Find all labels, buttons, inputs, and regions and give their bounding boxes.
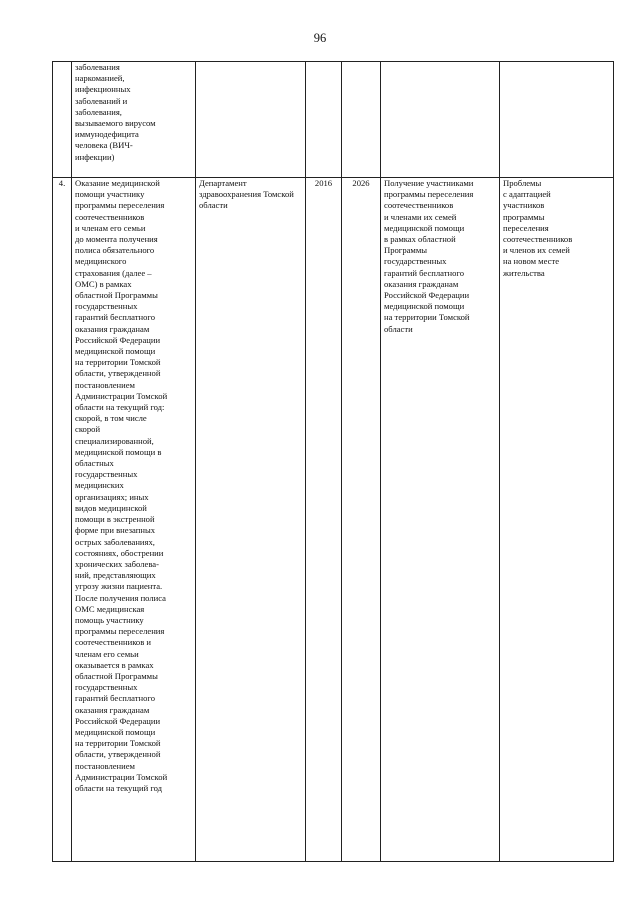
text-line: программы переселения — [384, 189, 474, 200]
row-number-cell: 4. — [53, 178, 72, 862]
table-row — [53, 178, 614, 862]
text-line: области на текущий год — [75, 782, 163, 793]
start-year-cell — [306, 62, 342, 178]
text-line: медицинского — [75, 256, 127, 267]
text-line: видов медицинской — [75, 502, 147, 513]
text-line: скорой — [75, 424, 101, 435]
text-line: до момента получения — [75, 234, 158, 245]
text-line: соотечественников — [384, 200, 454, 211]
table-row — [53, 62, 614, 178]
text-line: соотечественников и — [75, 637, 152, 648]
text-line: с адаптацией — [503, 189, 551, 200]
text-line: заболеваний и — [75, 95, 128, 106]
text-line: гарантий бесплатного — [384, 267, 464, 278]
text-line: угрозу жизни пациента. — [75, 581, 163, 592]
problems-cell — [500, 178, 614, 862]
text-line: оказания гражданам — [75, 704, 150, 715]
text-line: хронических заболева- — [75, 558, 159, 569]
text-line: форме при внезапных — [75, 525, 156, 536]
text-line: участников — [503, 200, 545, 211]
text-line: области, утвержденной — [75, 749, 161, 760]
text-line: гарантий бесплатного — [75, 312, 155, 323]
text-line: Российской Федерации — [384, 290, 470, 301]
text-line: программы переселения — [75, 626, 165, 637]
text-line: государственных — [384, 256, 447, 267]
text-line: и членов их семей — [503, 245, 570, 256]
text-line: медицинской помощи — [75, 346, 156, 357]
text-line: заболевания, — [75, 106, 122, 117]
text-line: жительства — [503, 267, 545, 278]
text-line: государственных — [75, 301, 138, 312]
text-line: соотечественников — [75, 211, 145, 222]
text-line: области — [384, 323, 413, 334]
text-line: Получение участниками — [384, 178, 474, 188]
text-line: на территории Томской — [75, 738, 161, 749]
text-line: организациях; иных — [75, 491, 149, 502]
text-line: в рамках областной — [384, 234, 456, 245]
end-year-cell — [342, 62, 381, 178]
text-line: инфекции) — [75, 151, 115, 162]
start-year-cell: 2016 — [306, 178, 342, 862]
text-line: иммунодефицита — [75, 129, 139, 140]
text-line: на новом месте — [503, 256, 560, 267]
executor-cell — [196, 62, 306, 178]
expected-result-cell — [381, 62, 500, 178]
measure-description-cell — [72, 178, 196, 862]
text-line: медицинской помощи в — [75, 446, 162, 457]
text-line: членам его семьи — [75, 648, 139, 659]
text-line: Администрации Томской — [75, 771, 168, 782]
text-line: полиса обязательного — [75, 245, 155, 256]
text-line: Программы — [384, 245, 428, 256]
text-line: государственных — [75, 682, 138, 693]
text-line: ОМС медицинская — [75, 603, 145, 614]
text-line: медицинской помощи — [75, 726, 156, 737]
text-line: вызываемого вирусом — [75, 118, 156, 129]
text-line: областной Программы — [75, 290, 158, 301]
text-line: медицинских — [75, 480, 124, 491]
text-line: и членами их семей — [384, 211, 457, 222]
text-line: на территории Томской — [75, 357, 161, 368]
text-line: медицинской помощи — [384, 301, 465, 312]
text-line: инфекционных — [75, 84, 131, 95]
text-line: После получения полиса — [75, 592, 166, 603]
text-line: области на текущий год: — [75, 402, 165, 413]
text-line: состояниях, обострении — [75, 547, 164, 558]
text-line: медицинской помощи — [384, 222, 465, 233]
page-number: 96 — [313, 31, 327, 45]
text-line: программы переселения — [75, 200, 165, 211]
text-line: постановлением — [75, 760, 135, 771]
text-line: на территории Томской — [384, 312, 470, 323]
text-line: ОМС) в рамках — [75, 278, 132, 289]
text-line: Проблемы — [503, 178, 542, 188]
text-line: соотечественников — [503, 234, 573, 245]
text-line: помощи в экстренной — [75, 514, 155, 525]
text-line: оказания гражданам — [75, 323, 150, 334]
text-line: областной Программы — [75, 670, 158, 681]
text-line: Оказание медицинской — [75, 178, 160, 188]
text-line: помощи участнику — [75, 189, 145, 200]
text-line: оказания гражданам — [384, 278, 459, 289]
problems-cell — [500, 62, 614, 178]
text-line: наркоманией, — [75, 73, 125, 84]
text-line: Российской Федерации — [75, 715, 161, 726]
text-line: Российской Федерации — [75, 334, 161, 345]
text-line: оказывается в рамках — [75, 659, 154, 670]
text-line: страхования (далее – — [75, 267, 152, 278]
text-line: острых заболеваниях, — [75, 536, 155, 547]
measure-description-cell — [72, 62, 196, 178]
text-line: заболевания — [75, 62, 120, 72]
end-year-cell: 2026 — [342, 178, 381, 862]
text-line: области, утвержденной — [75, 368, 161, 379]
text-line: Администрации Томской — [75, 390, 168, 401]
text-line: областных — [75, 458, 114, 469]
text-line: программы — [503, 211, 545, 222]
row-number-cell — [53, 62, 72, 178]
measures-table — [52, 61, 614, 862]
expected-result-cell — [381, 178, 500, 862]
text-line: ний, представляющих — [75, 570, 156, 581]
text-line: и членам его семьи — [75, 222, 146, 233]
text-line: скорой, в том числе — [75, 413, 147, 424]
text-line: постановлением — [75, 379, 135, 390]
text-line: помощь участнику — [75, 614, 144, 625]
text-line: человека (ВИЧ- — [75, 140, 133, 151]
text-line: переселения — [503, 222, 549, 233]
text-line: гарантий бесплатного — [75, 693, 155, 704]
text-line: специализированной, — [75, 435, 154, 446]
executor-cell: Департамент здравоохранения Томской области — [196, 178, 306, 862]
text-line: государственных — [75, 469, 138, 480]
